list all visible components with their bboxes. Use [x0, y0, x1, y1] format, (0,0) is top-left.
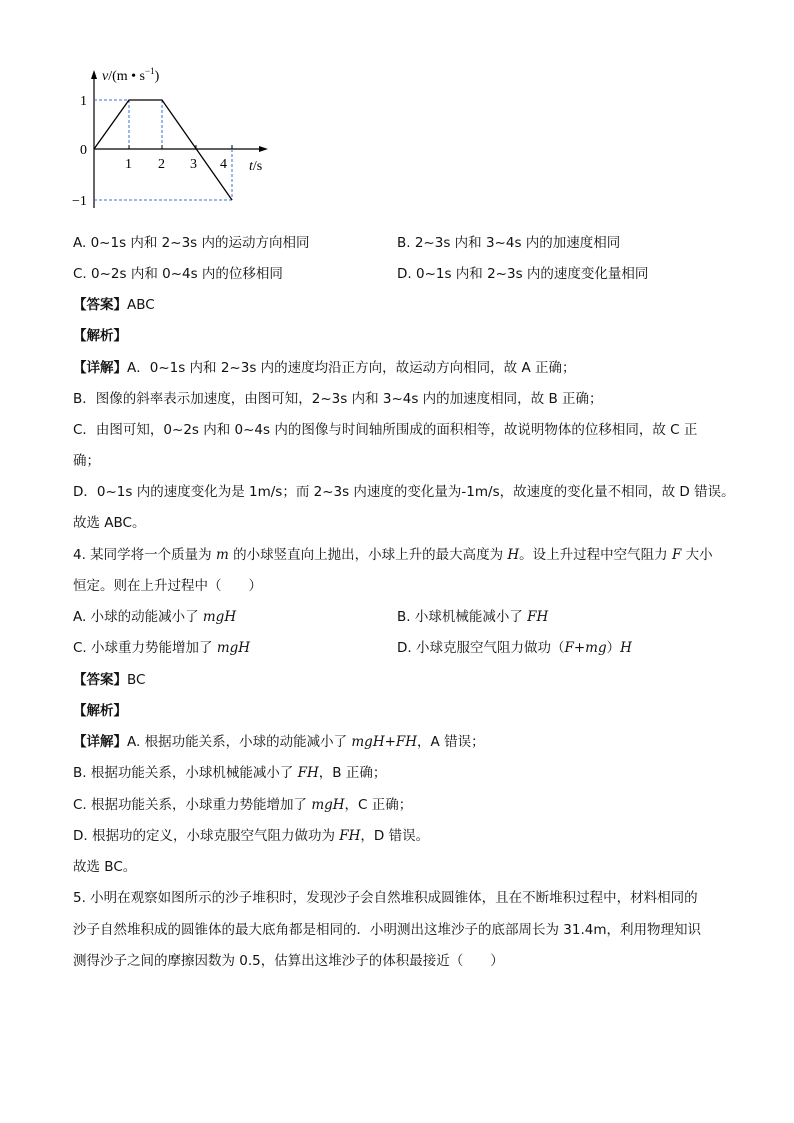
- y-axis-label: v/(m • $s^{-1}$): [102, 66, 160, 84]
- q3-option-c: C. 0~2s 内和 0~4s 内的位移相同: [73, 266, 283, 282]
- y-axis-arrow: [91, 70, 97, 79]
- q4-stem-line1: 4. 某同学将一个质量为 m 的小球竖直向上抛出，小球上升的最大高度为 H。设上升过程中空气阻力 F 大小: [73, 547, 713, 563]
- q4-detail-c: C. 根据功能关系，小球重力势能增加了 mgH，C 正确；: [73, 797, 413, 813]
- q4-detail-d: D. 根据功的定义，小球克服空气阻力做功为 FH，D 错误。: [73, 828, 430, 844]
- x-tick-3: 3: [190, 157, 197, 172]
- velocity-time-graph: [62, 58, 282, 218]
- q5-stem-line2: 沙子自然堆积成的圆锥体的最大底角都是相同的．小明测出这堆沙子的底部周长为 31.4m，利用物理知识: [73, 922, 701, 938]
- q3-option-a: A. 0~1s 内和 2~3s 内的运动方向相同: [73, 235, 310, 251]
- q3-detail-a: 【详解】A．0~1s 内和 2~3s 内的速度均沿正方向，故运动方向相同，故 A 正确；: [73, 360, 576, 376]
- x-tick-1: 1: [125, 157, 132, 172]
- x-axis-arrow: [259, 146, 268, 152]
- x-axis-label: t/s: [249, 159, 263, 174]
- q4-stem-line2: 恒定。则在上升过程中（ ）: [73, 578, 262, 594]
- q3-option-b: B. 2~3s 内和 3~4s 内的加速度相同: [397, 235, 621, 251]
- x-tick-marks: [129, 145, 232, 149]
- q3-conclusion: 故选 ABC。: [73, 515, 146, 531]
- q4-conclusion: 故选 BC。: [73, 859, 137, 875]
- velocity-curve: [94, 100, 232, 200]
- q3-detail-d: D．0~1s 内的速度变化为是 1m/s；而 2~3s 内速度的变化量为-1m/s，故速度的变化量不相同，故 D 错误。: [73, 484, 735, 500]
- q4-option-b: B. 小球机械能减小了 FH: [397, 609, 549, 625]
- q4-option-c: C. 小球重力势能增加了 mgH: [73, 640, 251, 656]
- q3-answer: 【答案】ABC: [73, 297, 155, 313]
- q3-option-d: D. 0~1s 内和 2~3s 内的速度变化量相同: [397, 266, 649, 282]
- q4-detail-a: 【详解】A. 根据功能关系，小球的动能减小了 mgH+FH，A 错误；: [73, 734, 485, 750]
- q3-detail-c-line1: C．由图可知，0~2s 内和 0~4s 内的图像与时间轴所围成的面积相等，故说明物体的位移相同，故 C 正: [73, 422, 698, 438]
- q4-detail-b: B. 根据功能关系，小球机械能减小了 FH，B 正确；: [73, 765, 387, 781]
- q5-stem-line1: 5. 小明在观察如图所示的沙子堆积时，发现沙子会自然堆积成圆锥体，且在不断堆积过程中，材料相同的: [73, 890, 698, 906]
- q3-detail-c-line2: 确；: [73, 453, 100, 469]
- q4-option-a: A. 小球的动能减小了 mgH: [73, 609, 237, 625]
- guide-lines: [94, 100, 232, 200]
- q3-detail-b: B．图像的斜率表示加速度，由图可知，2~3s 内和 3~4s 内的加速度相同，故 B 正确；: [73, 391, 603, 407]
- y-tick-1: 1: [80, 94, 87, 109]
- q4-option-d: D. 小球克服空气阻力做功（F+mg）H: [397, 640, 632, 656]
- q5-stem-line3: 测得沙子之间的摩擦因数为 0.5，估算出这堆沙子的体积最接近（ ）: [73, 953, 504, 969]
- q3-analysis-heading: 【解析】: [73, 328, 127, 344]
- y-tick-neg1: −1: [72, 194, 87, 209]
- q4-analysis-heading: 【解析】: [73, 703, 127, 719]
- x-tick-4: 4: [220, 157, 227, 172]
- y-tick-0: 0: [80, 143, 87, 158]
- x-tick-2: 2: [158, 157, 165, 172]
- q4-answer: 【答案】BC: [73, 672, 146, 688]
